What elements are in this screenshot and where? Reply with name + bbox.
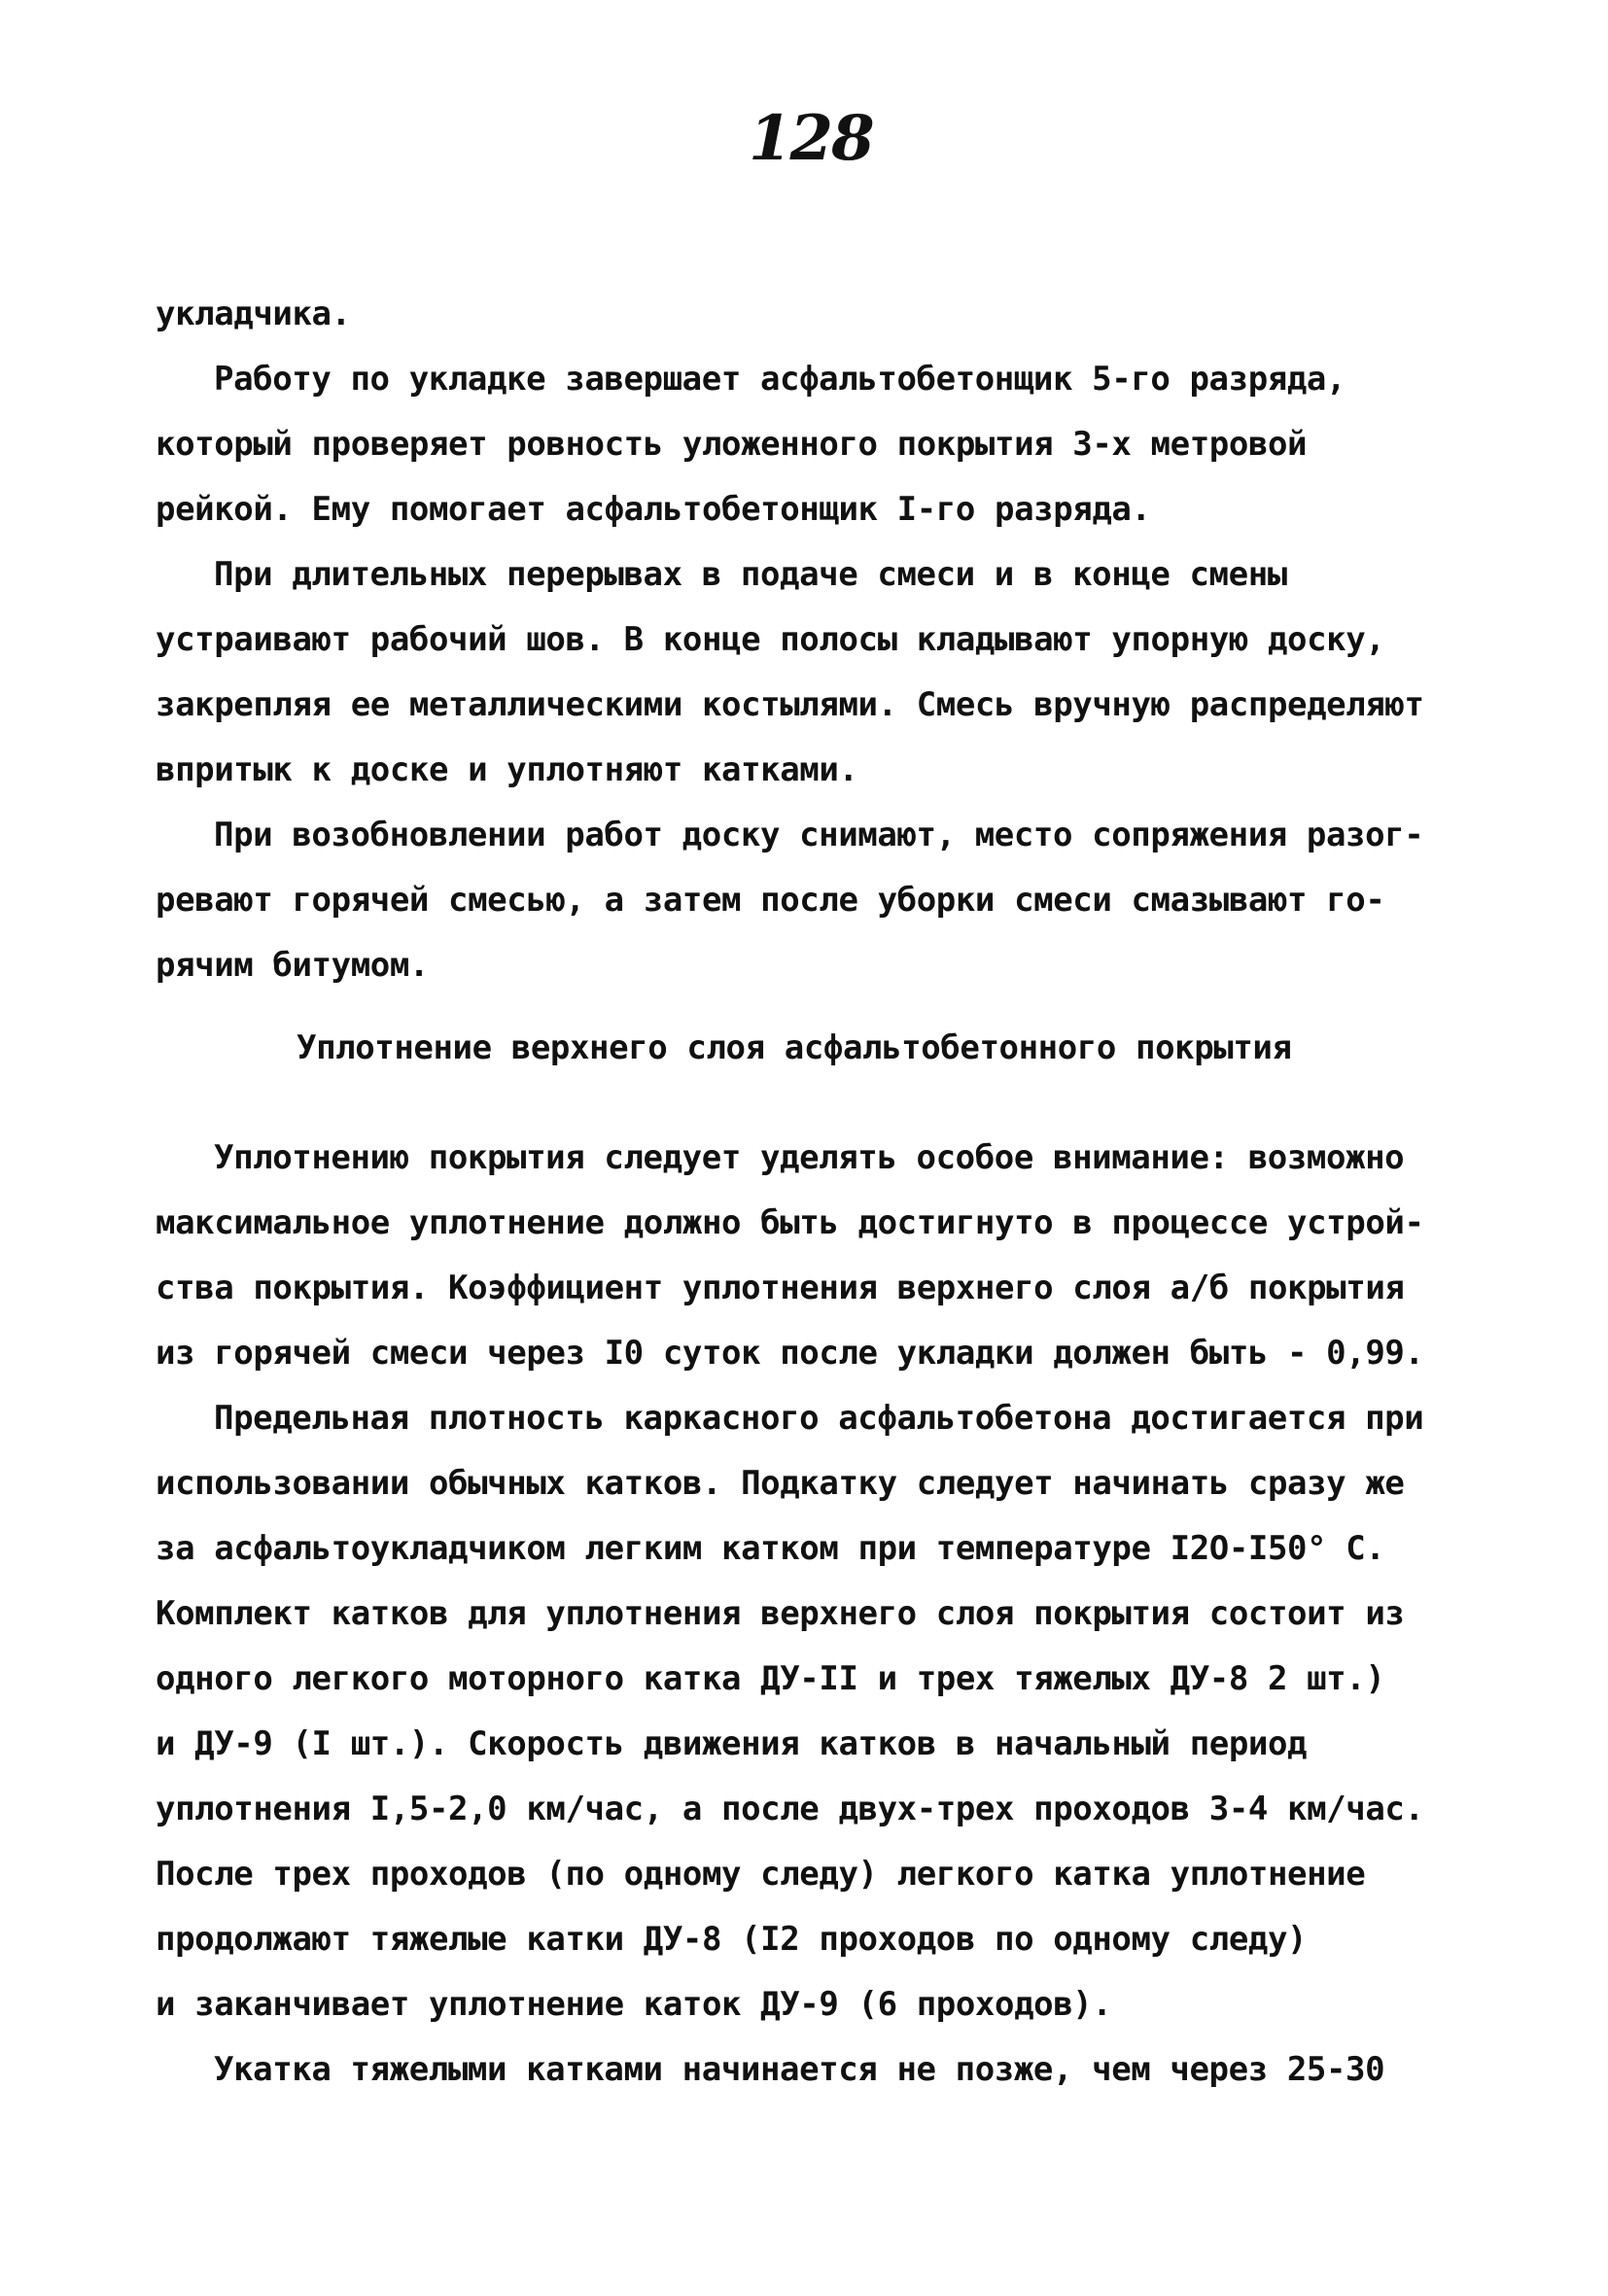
text-line: При возобновлении работ доску снимают, место сопряжения разог- (214, 816, 1424, 854)
text-line: продолжают тяжелые катки ДУ-8 (I2 проходов по одному следу) (156, 1920, 1308, 1959)
text-line: ревают горячей смесью, а затем после уборки смеси смазывают го- (156, 881, 1385, 920)
text-block-rolling-work (156, 282, 1478, 998)
text-line: одного легкого моторного катка ДУ-II и трех тяжелых ДУ-8 2 шт.) (156, 1659, 1385, 1698)
text-line: рейкой. Ему помогает асфальтобетонщик I-го разряда. (156, 490, 1151, 529)
text-line: Работу по укладке завершает асфальтобетонщик 5-го разряда, (214, 360, 1346, 399)
text-line: устраивают рабочий шов. В конце полосы кладывают упорную доску, (156, 620, 1385, 659)
text-line: При длительных перерывах в подаче смеси и в конце смены (214, 555, 1287, 594)
text-line: из горячей смеси через I0 суток после укладки должен быть - 0,99. (156, 1334, 1424, 1373)
text-line: который проверяет ровность уложенного покрытия 3-х метровой (156, 425, 1308, 464)
text-line: использовании обычных катков. Подкатку следует начинать сразу же (156, 1464, 1405, 1503)
section-heading: Уплотнение верхнего слоя асфальтобетонного покрытия (297, 1028, 1292, 1067)
text-line: рячим битумом. (156, 946, 429, 985)
text-line: впритык к доске и уплотняют катками. (156, 750, 858, 789)
text-line: за асфальтоукладчиком легким катком при температуре I2O-I50° C. (156, 1529, 1385, 1568)
text-line: Комплект катков для уплотнения верхнего слоя покрытия состоит из (156, 1594, 1405, 1633)
text-line: укладчика. (156, 295, 351, 333)
text-block-compaction (156, 1126, 1478, 2103)
text-line: закрепляя ее металлическими костылями. Смесь вручную распределяют (156, 685, 1424, 724)
text-line: и заканчивает уплотнение каток ДУ-9 (6 проходов). (156, 1985, 1112, 2024)
text-line: После трех проходов (по одному следу) легкого катка уплотнение (156, 1855, 1366, 1894)
text-line: уплотнения I,5-2,0 км/час, а после двух-трех проходов 3-4 км/час. (156, 1790, 1424, 1828)
page-number: 128 (749, 102, 873, 175)
text-line: ства покрытия. Коэффициент уплотнения верхнего слоя а/б покрытия (156, 1269, 1405, 1307)
text-line: Укатка тяжелыми катками начинается не позже, чем через 25-30 (214, 2050, 1385, 2089)
text-line: и ДУ-9 (I шт.). Скорость движения катков в начальный период (156, 1724, 1308, 1763)
text-line: Уплотнению покрытия следует уделять особое внимание: возможно (214, 1138, 1405, 1177)
text-line: максимальное уплотнение должно быть достигнуто в процессе устрой- (156, 1203, 1424, 1242)
text-line: Предельная плотность каркасного асфальтобетона достигается при (214, 1399, 1424, 1438)
